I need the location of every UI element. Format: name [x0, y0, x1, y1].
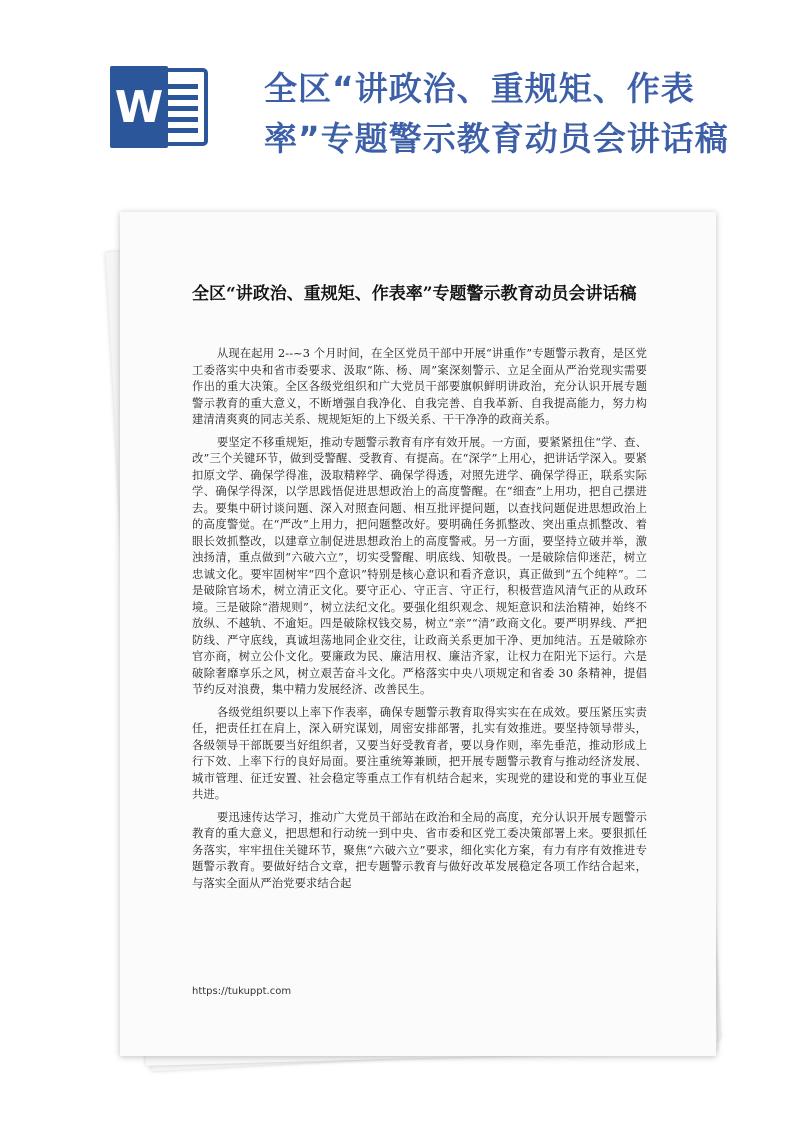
paragraph-3: 各级党组织要以上率下作表率，确保专题警示教育取得实实在在成效。要压紧压实责任，把责任扛在肩上，深入研究谋划，周密安排部署，扎实有效推进。要坚持领导带头，各级领导干部既要当好组织者，又要当好受教育者，要以身作则，率先垂范，推动形成上行下效、上率下行的良好局面。要注重统筹兼顾，把开展专题警示教育与推动经济发展、城市管理、征迁安置、社会稳定等重点工作有机结合起来，实现党的建设和党的事业互促共进。: [192, 705, 647, 801]
paragraph-1: 从现在起用 2--~3 个月时间，在全区党员干部中开展“讲重作”专题警示教育，是区党工委落实中央和省市委要求、汲取“陈、杨、周”案深刻警示、立足全面从严治党现实需要作出的重大决策。全区各级党组织和广大党员干部要旗帜鲜明讲政治，充分认识开展专题警示教育的重大意义，不断增强自我净化、自我完善、自我革新、自我提高能力，努力构建清清爽爽的同志关系、规规矩矩的上下级关系、干干净净的政商关系。: [192, 347, 647, 426]
footer-url[interactable]: https://tukuppt.com: [192, 986, 292, 997]
word-logo-letter: W: [114, 82, 164, 133]
word-logo-icon: [108, 62, 212, 152]
document-page: [120, 212, 716, 1056]
header-title: 全区“讲政治、重规矩、作表率”专题警示教育动员会讲话稿: [264, 69, 729, 158]
document-body: [192, 346, 647, 898]
paragraph-4: 要迅速传达学习，推动广大党员干部站在政治和全局的高度，充分认识开展专题警示教育的重大意义，把思想和行动统一到中央、省市委和区党工委决策部署上来。要狠抓任务落实，牢牢扭住关键环节，聚焦“六破六立”要求，细化实化方案，有力有序有效推进专题警示教育。要做好结合文章，把专题警示教育与做好改革发展稳定各项工作结合起来，与落实全面从严治党要求结合起: [192, 810, 647, 890]
paragraph-2: 要坚定不移重规矩，推动专题警示教育有序有效开展。一方面，要紧紧扭住“学、查、改”三个关键环节，做到受警醒、受教育、有提高。在“深学”上用心，把讲话学深入。要紧扣原文学、确保学得准，汲取精粹学、确保学得透，对照先进学、确保学得正，联系实际学、确保学得深，以学思践悟促进思想政治上的高度警醒。在“细查”上用功，把自己摆进去。要集中研讨谈问题、深入对照查问题、相互批评提问题，以查找问题促进思想政治上的高度警觉。在“严改”上用力，把问题整改好。要明确任务抓整改、突出重点抓整改、着眼长效抓整改，以建章立制促进思想政治上的高度警戒。另一方面，要坚持立破并举，激浊扬清，重点做到“六破六立”，切实受警醒、明底线、知敬畏。一是破除信仰迷茫，树立忠诚文化。要牢固树牢“四个意识”特别是核心意识和看齐意识，真正做到“五个纯粹”。二是破除官场术，树立清正文化。要守正心、守正言、守正行，积极营造风清气正的从政环境。三是破除“潜规则”，树立法纪文化。要强化组织观念、规矩意识和法治精神，始终不放纵、不越轨、不逾矩。四是破除权钱交易，树立“亲”“清”政商文化。要严明界线、严把防线、严守底线，真诚坦荡地同企业交往，让政商关系更加干净、更加纯洁。五是破除亦官亦商，树立公仆文化。要廉政为民、廉洁用权、廉洁齐家，让权力在阳光下运行。六是破除奢靡享乐之风，树立艰苦奋斗文化。严格落实中央八项规定和省委 30 条精神，提倡节约反对浪费，集中精力发展经济、改善民生。: [192, 435, 647, 696]
document-title: 全区“讲政治、重规矩、作表率”专题警示教育动员会讲话稿: [192, 284, 637, 304]
